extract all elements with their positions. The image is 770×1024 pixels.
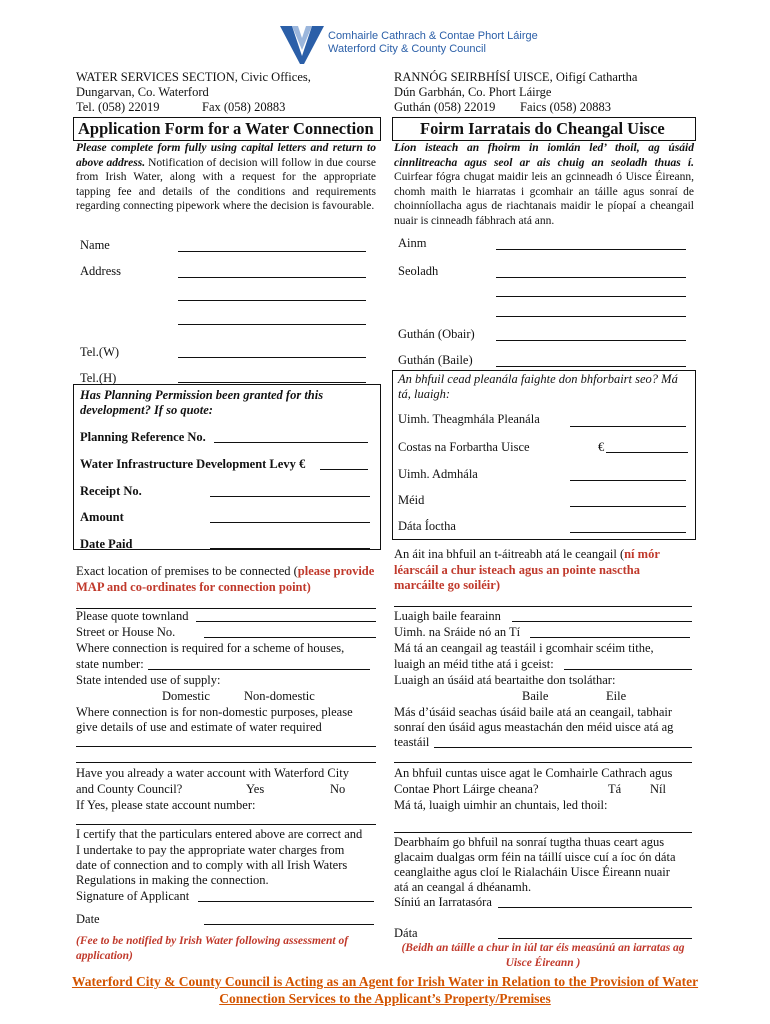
guthan-baile-field[interactable]	[496, 366, 686, 367]
date-label-en: Date	[76, 912, 100, 926]
street-label: Street or House No.	[76, 625, 176, 639]
council-name-irish: Comhairle Cathrach & Contae Phort Láirge	[328, 30, 538, 42]
seoladh-field-2[interactable]	[496, 296, 686, 297]
ainm-field[interactable]	[496, 249, 686, 250]
amount-field[interactable]	[210, 522, 370, 523]
certify-en-1: I certify that the particulars entered above are correct and	[76, 827, 363, 841]
account-number-field-ga[interactable]	[394, 832, 692, 833]
account-q1-ga: An bhfuil cuntas uisce agat le Comhairle Cathrach agus	[394, 766, 673, 780]
certify-ga-2: glacaim dualgas orm féin na táillí uisce cuí a íoc ón dáta	[394, 850, 676, 864]
eile-option[interactable]: Eile	[606, 689, 627, 703]
townland-field[interactable]	[196, 621, 376, 622]
footer-note: Waterford City & County Council is Acting as an Agent for Irish Water in Relation to the Provision of Water Connection Services to the Applicant’s Property/Premises	[71, 974, 699, 1006]
nondom-label-ga-2: sonraí den úsáid agus meastachán den méid uisce atá ag	[394, 720, 674, 734]
townland-field-ga[interactable]	[512, 621, 692, 622]
pleanala-ref-field[interactable]	[570, 426, 686, 427]
page-title-en: Application Form for a Water Connection	[78, 119, 374, 138]
planning-ref-field[interactable]	[214, 442, 368, 443]
right-tel: Guthán (058) 22019	[394, 100, 496, 114]
signature-field-en[interactable]	[198, 901, 374, 902]
tel-w-label: Tel.(W)	[80, 345, 120, 359]
page-title-ga: Foirm Iarratais do Cheangal Uisce	[420, 119, 665, 138]
name-label: Name	[80, 238, 110, 252]
nondom-field-1[interactable]	[76, 746, 376, 747]
seoladh-label: Seoladh	[398, 264, 439, 278]
nondom-label-1: Where connection is for non-domestic purposes, please	[76, 705, 353, 719]
address-label: Address	[80, 264, 121, 278]
date-field-en[interactable]	[204, 924, 374, 925]
guthan-obair-field[interactable]	[496, 340, 686, 341]
receipt-label: Receipt No.	[80, 484, 142, 498]
scheme-label: Where connection is required for a scheme of houses,	[76, 641, 345, 655]
left-address-line-1: WATER SERVICES SECTION, Civic Offices,	[76, 70, 311, 84]
left-fax: Fax (058) 20883	[202, 100, 286, 114]
state-number-label: state number:	[76, 657, 144, 671]
nondom-field-ga-1[interactable]	[434, 747, 692, 748]
admhala-field[interactable]	[570, 480, 686, 481]
state-number-field[interactable]	[148, 669, 370, 670]
townland-label: Please quote townland	[76, 609, 189, 623]
account-q3-en: If Yes, please state account number:	[76, 798, 256, 812]
certify-en-3: date of connection and to comply with all Irish Waters	[76, 858, 348, 872]
scheme-label-ga: Má tá an ceangail ag teastáil i gcomhair scéim tithe,	[394, 641, 654, 655]
location-intro-en: Exact location of premises to be connected (please provide MAP and co-ordinates for connection point)	[76, 564, 375, 594]
tel-h-field[interactable]	[178, 382, 366, 383]
seoladh-field-1[interactable]	[496, 277, 686, 278]
date-label-ga: Dáta	[394, 926, 418, 940]
costas-label: Costas na Forbartha Uisce	[398, 440, 530, 454]
supply-label: State intended use of supply:	[76, 673, 221, 687]
account-q2-en: and County Council?	[76, 782, 183, 796]
data-foctha-field[interactable]	[570, 532, 686, 533]
street-field-ga[interactable]	[530, 637, 690, 638]
date-paid-field[interactable]	[210, 548, 370, 549]
location-line-ga[interactable]	[394, 606, 692, 607]
address-field-1[interactable]	[178, 277, 366, 278]
costas-field[interactable]	[606, 452, 688, 453]
meid-label: Méid	[398, 493, 425, 507]
council-name-english: Waterford City & County Council	[328, 43, 486, 55]
ainm-label: Ainm	[398, 236, 427, 250]
date-paid-label: Date Paid	[80, 537, 133, 551]
certify-en-2: I undertake to pay the appropriate water charges from	[76, 843, 345, 857]
account-no-option[interactable]: No	[330, 782, 346, 796]
seoladh-field-3[interactable]	[496, 316, 686, 317]
council-logo	[278, 22, 326, 66]
planning-question-en: Has Planning Permission been granted for this development? If so quote:	[80, 388, 324, 417]
nondom-label-ga-3: teastáil	[394, 735, 430, 749]
planning-ref-label: Planning Reference No.	[80, 430, 206, 444]
right-fax: Faics (058) 20883	[520, 100, 611, 114]
domestic-option[interactable]: Domestic	[162, 689, 210, 703]
state-number-field-ga[interactable]	[564, 669, 692, 670]
address-field-2[interactable]	[178, 300, 366, 301]
intro-en: Please complete form fully using capital letters and return to above address. Notification of decision will follow in due course from Irish Water, along with a request for the appropriate tapping fee and details of the conditions and requirements regarding connecting pipework where the decision is favourable.	[76, 142, 376, 212]
tel-w-field[interactable]	[178, 357, 366, 358]
left-address-line-2: Dungarvan, Co. Waterford	[76, 85, 209, 99]
supply-label-ga: Luaigh an úsáid atá beartaithe don tsoláthar:	[394, 673, 616, 687]
guthan-baile-label: Guthán (Baile)	[398, 353, 473, 367]
euro-sign: €	[598, 440, 605, 454]
street-label-ga: Uimh. na Sráide nó an Tí	[394, 625, 521, 639]
street-field[interactable]	[204, 637, 376, 638]
logo-mark-icon	[278, 22, 326, 66]
signature-label-en: Signature of Applicant	[76, 889, 190, 903]
amount-label: Amount	[80, 510, 124, 524]
guthan-obair-label: Guthán (Obair)	[398, 327, 475, 341]
nondom-label-2: give details of use and estimate of water required	[76, 720, 322, 734]
meid-field[interactable]	[570, 506, 686, 507]
admhala-label: Uimh. Admhála	[398, 467, 478, 481]
name-field[interactable]	[178, 251, 366, 252]
non-domestic-option[interactable]: Non-domestic	[244, 689, 315, 703]
account-number-field[interactable]	[76, 824, 376, 825]
levy-label: Water Infrastructure Development Levy €	[80, 457, 306, 471]
date-field-ga[interactable]	[498, 938, 692, 939]
levy-field[interactable]	[320, 469, 368, 470]
account-yes-option[interactable]: Yes	[246, 782, 265, 796]
fee-note-ga: (Beidh an táille a chur in iúl tar éis measúnú an iarratas ag Uisce Éireann )	[401, 942, 685, 969]
right-address-line-1: RANNÓG SEIRBHÍSÍ UISCE, Oifigí Cathartha	[394, 70, 638, 84]
tel-h-label: Tel.(H)	[80, 371, 117, 385]
nondom-field-ga-2[interactable]	[394, 762, 692, 763]
address-field-3[interactable]	[178, 324, 366, 325]
nondom-field-2[interactable]	[76, 762, 376, 763]
pleanala-ref-label: Uimh. Theagmhála Pleanála	[398, 412, 540, 426]
signature-field-ga[interactable]	[498, 907, 692, 908]
account-ta-option[interactable]: Tá	[608, 782, 622, 796]
signature-label-ga: Síniú an Iarratasóra	[394, 895, 492, 909]
right-address-line-2: Dún Garbhán, Co. Phort Láirge	[394, 85, 552, 99]
certify-ga-1: Dearbhaím go bhfuil na sonraí tugtha thuas ceart agus	[394, 835, 665, 849]
intro-ga: Líon isteach an fhoirm in iomlán led’ thoil, ag úsáid cinnlitreacha agus seol ar ais chuig an seoladh thuas í. Cuirfear fógra chugat maidir leis an gcinneadh ó Uisce Éireann, chomh maith le hiarratas i gcomhair an táille agus sonraí de choinníollacha agus de riachtanais maidir le píopaí a cheangail nuair is cinneadh fábhrach atá ann.	[394, 142, 694, 227]
certify-ga-4: atá an ceangal á dhéanamh.	[394, 880, 532, 894]
location-intro-ga: An áit ina bhfuil an t-áitreabh atá le ceangail (ní mór léarscáil a chur isteach agus an pointe nasctha marcáilte go soiléir)	[394, 547, 660, 592]
nondom-label-ga-1: Más d’úsáid seachas úsáid baile atá an ceangail, tabhair	[394, 705, 673, 719]
townland-label-ga: Luaigh baile fearainn	[394, 609, 501, 623]
account-nil-option[interactable]: Níl	[650, 782, 666, 796]
data-foctha-label: Dáta Íoctha	[398, 519, 456, 533]
certify-ga-3: ceanglaithe agus cloí le Rialacháin Uisce Éireann nuair	[394, 865, 670, 879]
account-q3-ga: Má tá, luaigh uimhir an chuntais, led thoil:	[394, 798, 608, 812]
fee-note-en: (Fee to be notified by Irish Water following assessment of application)	[76, 935, 349, 962]
receipt-field[interactable]	[210, 496, 370, 497]
account-q2-ga: Contae Phort Láirge cheana?	[394, 782, 539, 796]
left-tel: Tel. (058) 22019	[76, 100, 160, 114]
state-number-label-ga: luaigh an méid tithe atá i gceist:	[394, 657, 554, 671]
planning-question-ga: An bhfuil cead pleanála faighte don bhforbairt seo? Má tá, luaigh:	[398, 372, 678, 401]
account-q1-en: Have you already a water account with Waterford City	[76, 766, 349, 780]
baile-option[interactable]: Baile	[522, 689, 549, 703]
certify-en-4: Regulations in making the connection.	[76, 873, 269, 887]
